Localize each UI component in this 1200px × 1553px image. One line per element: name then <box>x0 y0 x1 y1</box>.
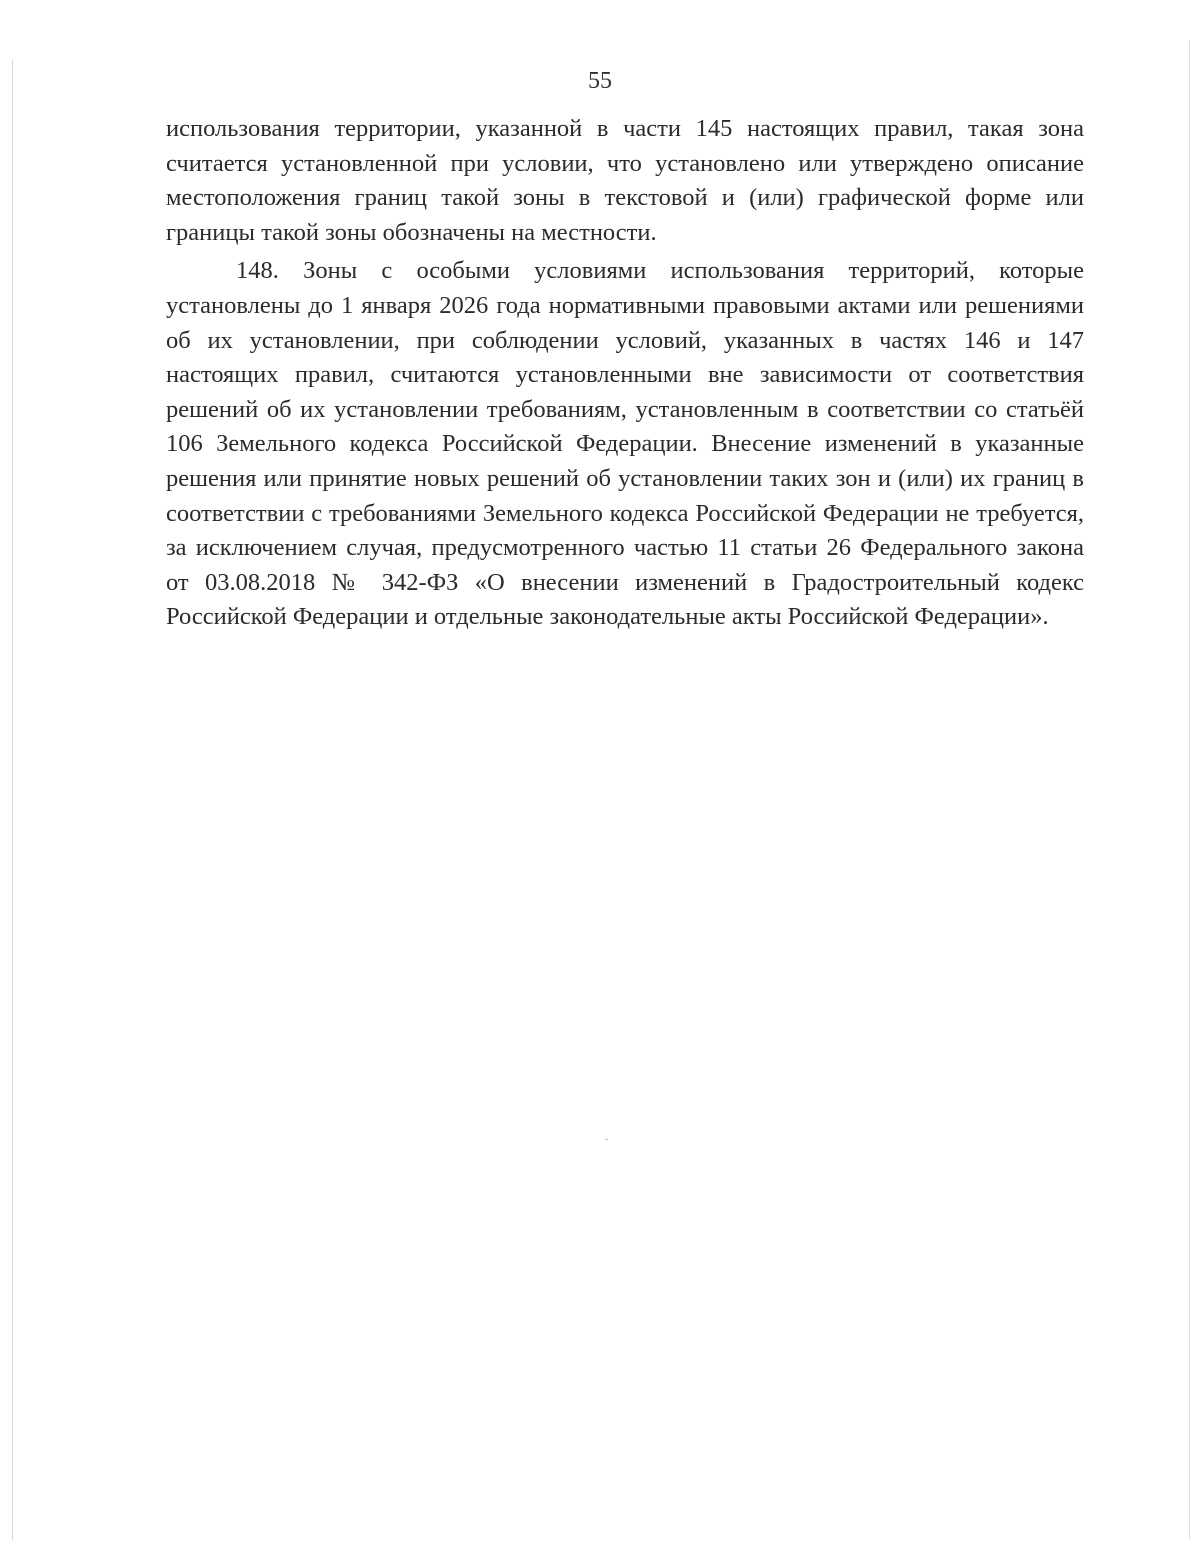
document-body <box>166 112 1084 635</box>
scan-edge-right <box>1189 40 1190 1540</box>
paragraph-148: 148. Зоны с особыми условиями использования территорий, которые установлены до 1 января 2026 года нормативными правовыми актами или решениями об их установлении, при соблюдении условий, указанных в частях 146 и 147 настоящих правил, считаются установленными вне зависимости от соответствия решений об их установлении требованиям, установленным в соответствии со статьёй 106 Земельного кодекса Российской Федерации. Внесение изменений в указанные решения или принятие новых решений об установлении таких зон и (или) их границ в соответствии с требованиями Земельного кодекса Российской Федерации не требуется, за исключением случая, предусмотренного частью 11 статьи 26 Федерального закона от 03.08.2018 № 342-ФЗ «О внесении изменений в Градостроительный кодекс Российской Федерации и отдельные законодательные акты Российской Федерации». <box>166 257 1084 631</box>
scan-artifact <box>605 1139 608 1140</box>
paragraph-continuation: использования территории, указанной в части 145 настоящих правил, такая зона считается установленной при условии, что установлено или утверждено описание местоположения границ такой зоны в текстовой и (или) графической форме или границы такой зоны обозначены на местности. <box>166 115 1084 246</box>
page-number: 55 <box>588 68 612 94</box>
scan-edge-left <box>12 60 13 1540</box>
